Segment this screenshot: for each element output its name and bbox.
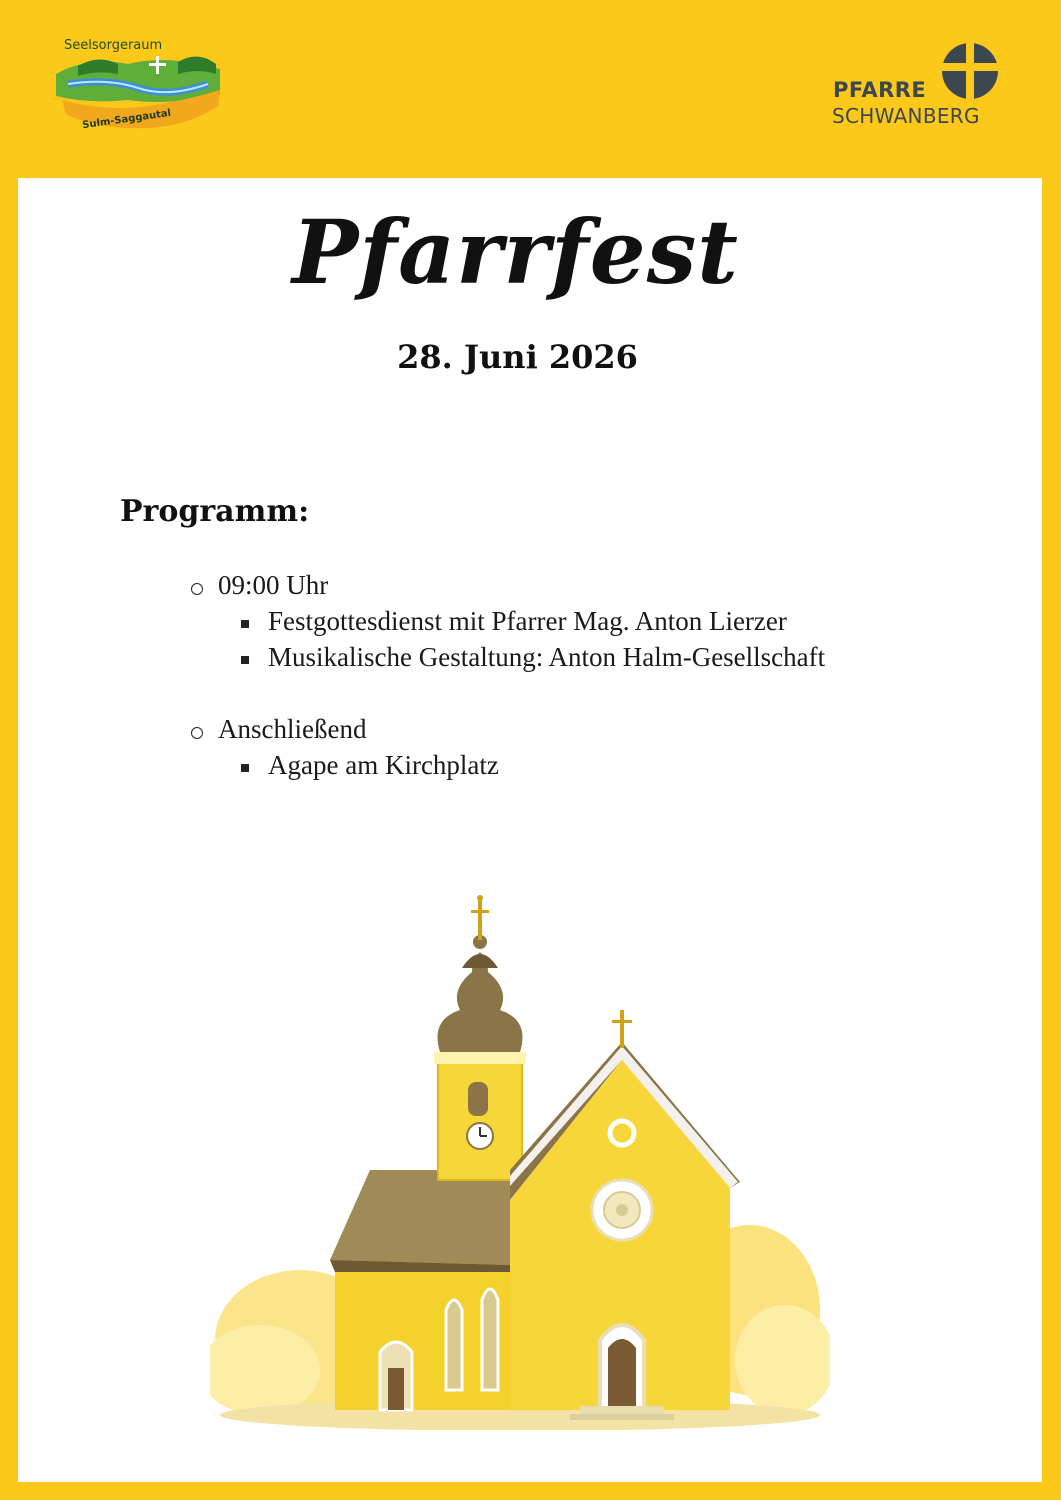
square-bullet-icon bbox=[241, 620, 249, 628]
program-heading: Programm: bbox=[120, 494, 310, 529]
circle-bullet-icon bbox=[191, 727, 203, 739]
program-item: Agape am Kirchplatz bbox=[268, 750, 499, 780]
church-illustration-icon bbox=[210, 870, 830, 1430]
pfarre-label: PFARRE bbox=[833, 78, 927, 102]
event-date: 28. Juni 2026 bbox=[397, 338, 638, 376]
program-item: Festgottesdienst mit Pfarrer Mag. Anton Lierzer bbox=[268, 606, 787, 636]
seelsorgeraum-logo bbox=[48, 34, 228, 134]
logo-text-bottom: Sulm-Saggautal bbox=[81, 107, 172, 132]
cross-circle-icon bbox=[941, 42, 999, 100]
square-bullet-icon bbox=[241, 764, 249, 772]
event-title: Pfarrfest bbox=[292, 200, 739, 304]
schwanberg-label: SCHWANBERG bbox=[832, 104, 980, 128]
logo-text-top: Seelsorgeraum bbox=[64, 38, 163, 53]
square-bullet-icon bbox=[241, 656, 249, 664]
program-item: Musikalische Gestaltung: Anton Halm-Gesellschaft bbox=[268, 642, 826, 672]
program-section-label: 09:00 Uhr bbox=[218, 570, 329, 600]
program-section-label: Anschließend bbox=[218, 714, 367, 744]
circle-bullet-icon bbox=[191, 583, 203, 595]
